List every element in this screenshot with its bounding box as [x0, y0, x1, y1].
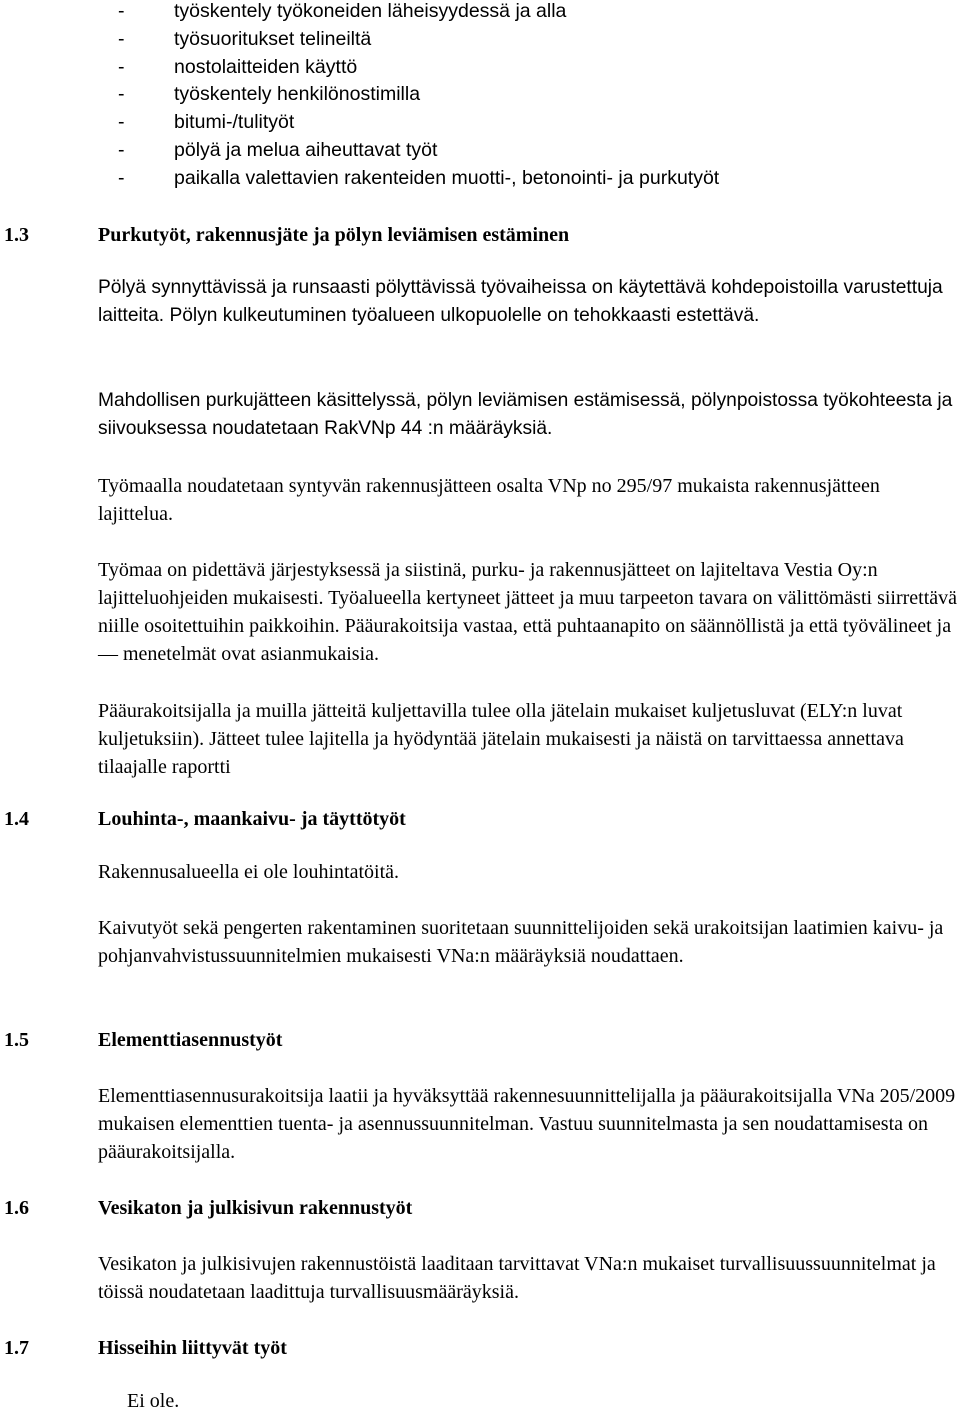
- list-dash: -: [118, 0, 125, 22]
- section-title: Elementtiasennustyöt: [98, 1029, 283, 1051]
- list-item-text: nostolaitteiden käyttö: [174, 55, 358, 78]
- section-title: Louhinta-, maankaivu- ja täyttötyöt: [98, 808, 406, 830]
- paragraph: Kaivutyöt sekä pengerten rakentaminen suoritetaan suunnittelijoiden sekä urakoitsijan laatimien kaivu- ja pohjanvahvistussuunnitelmien mukaisesti VNa:n määräyksiä noudattaen.: [98, 917, 944, 967]
- list-dash: -: [118, 83, 125, 106]
- paragraph: Pääurakoitsijalla ja muilla jätteitä kuljettavilla tulee olla jätelain mukaiset kuljetusluvat (ELY:n luvat kuljetuksiin). Jätteet tulee lajitella ja hyödyntää jätelain mukaisesti ja näistä on tarvittaessa annettava tilaajalle raportti: [98, 700, 904, 778]
- list-dash: -: [118, 166, 125, 189]
- section-number: 1.6: [4, 1197, 29, 1219]
- section-number: 1.7: [4, 1337, 29, 1359]
- list-item-text: työsuoritukset telineiltä: [174, 27, 372, 50]
- list-dash: -: [118, 55, 125, 78]
- paragraph: Työmaa on pidettävä järjestyksessä ja siistinä, purku- ja rakennusjätteet on lajiteltava Vestia Oy:n lajitteluohjeiden mukaisesti. Työalueella kertyneet jätteet ja muu tarpeeton tavara on välittömästi siirrettävä niille osoitettuihin paikkoihin. Pääurakoitsija vastaa, että puhtaanapito on säännöllistä ja että työvälineet ja — menetelmät ovat asianmukaisia.: [98, 559, 958, 665]
- paragraph: Työmaalla noudatetaan syntyvän rakennusjätteen osalta VNp no 295/97 mukaista rakennusjätteen lajittelua.: [98, 475, 880, 525]
- list-dash: -: [118, 27, 125, 50]
- list-dash: -: [118, 111, 125, 134]
- section-title: Vesikaton ja julkisivun rakennustyöt: [98, 1197, 413, 1219]
- paragraph: Elementtiasennusurakoitsija laatii ja hyväksyttää rakennesuunnittelijalla ja pääurakoitsijalla VNa 205/2009 mukaisen elementtien tuenta- ja asennussuunnitelman. Vastuu suunnitelmasta ja sen noudattamisesta on pääurakoitsijalla.: [98, 1085, 956, 1163]
- list-dash: -: [118, 138, 125, 161]
- section-number: 1.4: [4, 808, 29, 830]
- list-item-text: pölyä ja melua aiheuttavat työt: [174, 138, 438, 161]
- paragraph: Rakennusalueella ei ole louhintatöitä.: [98, 861, 400, 883]
- section-number: 1.5: [4, 1029, 29, 1051]
- list-item-text: paikalla valettavien rakenteiden muotti-, betonointi- ja purkutyöt: [174, 166, 720, 189]
- list-item-text: työskentely henkilönostimilla: [174, 83, 421, 106]
- paragraph: Pölyä synnyttävissä ja runsaasti pölyttävissä työvaiheissa on käytettävä kohdepoistoilla varustettuja laitteita. Pölyn kulkeutuminen työalueen ulkopuolelle on tehokkaasti estettävä.: [98, 277, 943, 326]
- section-title: Hisseihin liittyvät työt: [98, 1337, 287, 1359]
- list-item-text: bitumi-/tulityöt: [174, 111, 295, 134]
- section-number: 1.3: [4, 224, 29, 246]
- paragraph: Vesikaton ja julkisivujen rakennustöistä laaditaan tarvittavat VNa:n mukaiset turvallisuussuunnitelmat ja töissä noudatetaan laadittuja turvallisuusmääräyksiä.: [98, 1253, 936, 1303]
- paragraph: Ei ole.: [127, 1390, 180, 1412]
- paragraph: Mahdollisen purkujätteen käsittelyssä, pölyn leviämisen estämisessä, pölynpoistossa työkohteesta ja siivouksessa noudatetaan RakVNp 44 :n määräyksiä.: [98, 390, 953, 439]
- section-title: Purkutyöt, rakennusjäte ja pölyn leviämisen estäminen: [98, 224, 570, 246]
- list-item-text: työskentely työkoneiden läheisyydessä ja alla: [174, 0, 567, 22]
